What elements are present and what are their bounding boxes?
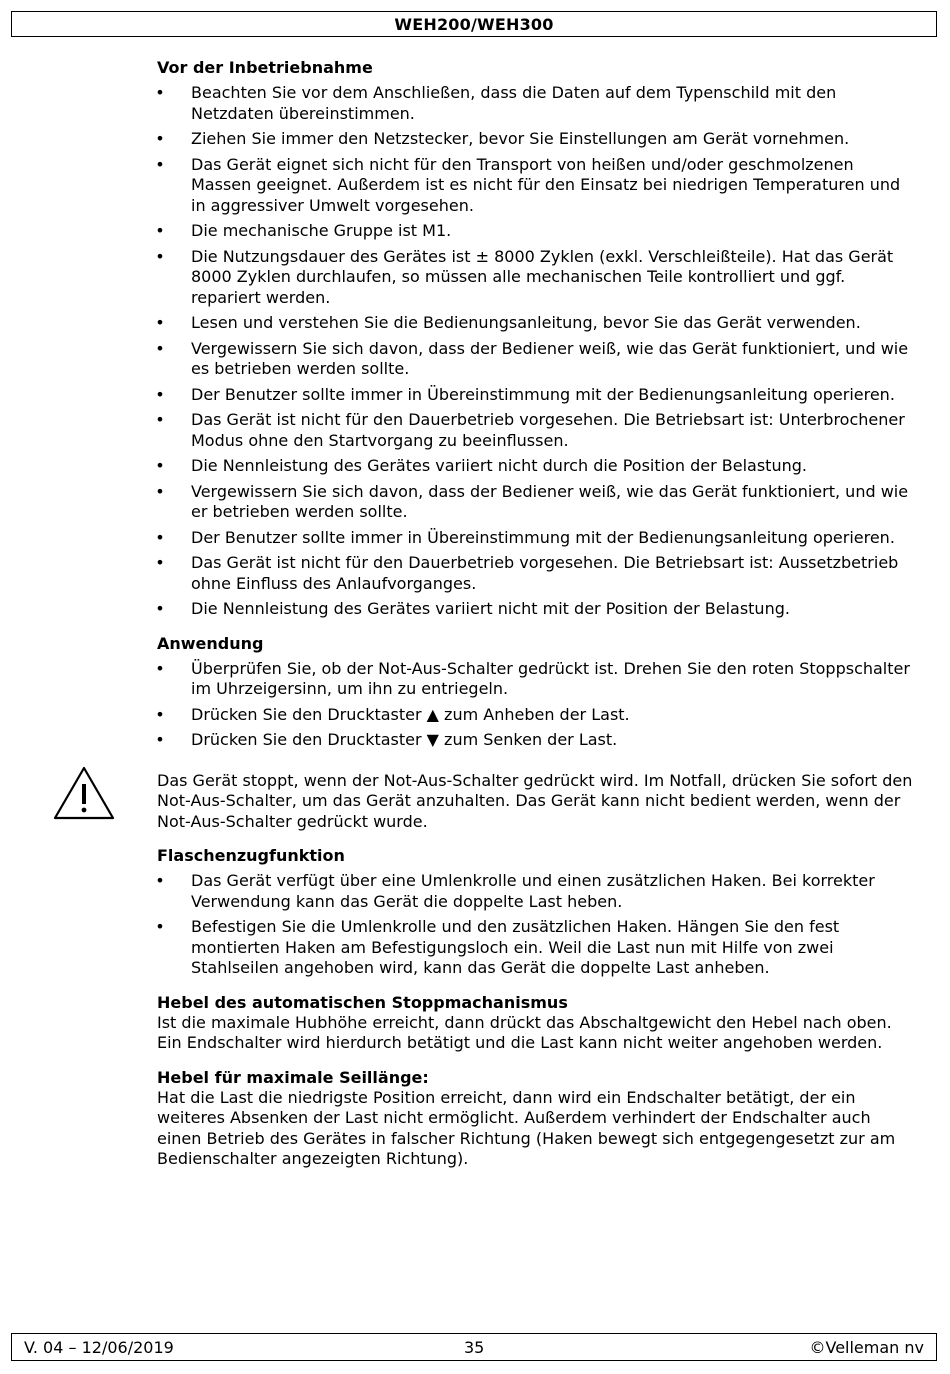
section-rope-length [157, 1068, 917, 1170]
warning-triangle-icon [52, 765, 116, 821]
page-content [157, 58, 917, 1184]
bullet-icon: • [155, 481, 165, 501]
warning-text: Das Gerät stoppt, wenn der Not-Aus-Schalter gedrückt wird. Im Notfall, drücken Sie sofort den Not-Aus-Schalter, um das Gerät anzuhalten. Das Gerät kann nicht bedient werden, wenn der Not-Aus-Schalter gedrückt wurde. [157, 770, 913, 831]
list-item: • Das Gerät eignet sich nicht für den Transport von heißen und/oder geschmolzenen Massen geeignet. Außerdem ist es nicht für den Einsatz bei niedrigen Temperaturen und in aggressiver Umwelt vorgesehen. [157, 155, 917, 217]
bullet-icon: • [155, 384, 165, 404]
bullet-icon: • [155, 410, 165, 429]
list-item: • Befestigen Sie die Umlenkrolle und den zusätzlichen Haken. Hängen Sie den fest montierten Haken am Befestigungsloch ein. Weil die Last nun mit Hilfe von zwei Stahlseilen angehoben wird, kann das Gerät die doppelte Last anheben. [157, 917, 917, 979]
list-item: • Lesen und verstehen Sie die Bedienungsanleitung, bevor Sie das Gerät verwenden. [157, 313, 917, 334]
section-pulley [157, 846, 917, 979]
bullet-icon: • [155, 527, 165, 547]
page-number: 35 [464, 1338, 485, 1357]
section-before-use [157, 58, 917, 620]
bullet-icon: • [155, 917, 165, 936]
section-auto-stop [157, 993, 917, 1054]
list-item: • Die Nutzungsdauer des Gerätes ist ± 8000 Zyklen (exkl. Verschleißteile). Hat das Gerät 8000 Zyklen durchlaufen, so müssen alle mechanischen Teile kontrolliert und ggf. repariert werden. [157, 247, 917, 309]
list-item: • Überprüfen Sie, ob der Not-Aus-Schalter gedrückt ist. Drehen Sie den roten Stoppschalter im Uhrzeigersinn, um ihn zu entriegeln. [157, 659, 917, 700]
list-item: • Vergewissern Sie sich davon, dass der Bediener weiß, wie das Gerät funktioniert, und wie es betrieben werden sollte. [157, 339, 917, 380]
bullet-icon: • [155, 154, 165, 174]
paragraph: Hat die Last die niedrigste Position erreicht, dann wird ein Endschalter betätigt, der ein weiteres Absenken der Last nicht ermöglicht. Außerdem verhindert der Endschalter auch einen Betrieb des Gerätes in falscher Richtung (Haken bewegt sich entgegengesetzt zur am Bedienschalter angezeigten Richtung). [157, 1087, 896, 1168]
bullet-icon: • [155, 599, 165, 618]
list-item: • Das Gerät ist nicht für den Dauerbetrieb vorgesehen. Die Betriebsart ist: Unterbrochener Modus ohne den Startvorgang zu beeinflussen. [157, 410, 917, 451]
bullet-icon: • [155, 871, 165, 890]
bullet-icon: • [155, 83, 165, 102]
bullet-icon: • [155, 456, 165, 475]
bullet-icon: • [155, 553, 165, 572]
copyright: ©Velleman nv [809, 1338, 924, 1357]
bullet-list [157, 83, 917, 620]
document-title: WEH200/WEH300 [394, 14, 554, 34]
bullet-list [157, 871, 917, 979]
bullet-icon: • [155, 221, 165, 240]
bullet-icon: • [155, 730, 165, 749]
list-item: • Die Nennleistung des Gerätes variiert nicht mit der Position der Belastung. [157, 599, 917, 620]
section-heading: Flaschenzugfunktion [157, 846, 345, 865]
bullet-icon: • [155, 704, 165, 724]
section-heading: Hebel für maximale Seillänge: [157, 1067, 429, 1087]
list-item: • Drücken Sie den Drucktaster ▲ zum Anheben der Last. [157, 705, 917, 726]
paragraph: Ist die maximale Hubhöhe erreicht, dann drückt das Abschaltgewicht den Hebel nach oben. Ein Endschalter wird hierdurch betätigt und die Last kann nicht weiter angehoben werden. [157, 1012, 892, 1052]
list-item: • Das Gerät verfügt über eine Umlenkrolle und einen zusätzlichen Haken. Bei korrekter Verwendung kann das Gerät die doppelte Last heben. [157, 871, 917, 912]
bullet-icon: • [155, 246, 165, 266]
bullet-icon: • [155, 338, 165, 358]
version-date: V. 04 – 12/06/2019 [24, 1338, 174, 1357]
page-header [11, 11, 937, 37]
list-item: • Vergewissern Sie sich davon, dass der Bediener weiß, wie das Gerät funktioniert, und wie er betrieben werden sollte. [157, 482, 917, 523]
list-item: • Die mechanische Gruppe ist M1. [157, 221, 917, 242]
section-usage [157, 634, 917, 751]
page-footer [11, 1333, 937, 1361]
list-item: • Der Benutzer sollte immer in Übereinstimmung mit der Bedienungsanleitung operieren. [157, 385, 917, 406]
section-heading: Anwendung [157, 633, 264, 653]
list-item: • Ziehen Sie immer den Netzstecker, bevor Sie Einstellungen am Gerät vornehmen. [157, 129, 917, 150]
bullet-icon: • [155, 129, 165, 148]
list-item: • Drücken Sie den Drucktaster ▼ zum Senken der Last. [157, 730, 917, 751]
bullet-icon: • [155, 313, 165, 332]
section-heading: Vor der Inbetriebnahme [157, 58, 373, 77]
bullet-list [157, 659, 917, 751]
warning-block [157, 771, 917, 833]
list-item: • Die Nennleistung des Gerätes variiert nicht durch die Position der Belastung. [157, 456, 917, 477]
list-item: • Der Benutzer sollte immer in Übereinstimmung mit der Bedienungsanleitung operieren. [157, 528, 917, 549]
bullet-icon: • [155, 658, 165, 678]
list-item: • Das Gerät ist nicht für den Dauerbetrieb vorgesehen. Die Betriebsart ist: Aussetzbetrieb ohne Einfluss des Anlaufvorganges. [157, 553, 917, 594]
section-heading: Hebel des automatischen Stoppmachanismus [157, 992, 568, 1012]
list-item: • Beachten Sie vor dem Anschließen, dass die Daten auf dem Typenschild mit den Netzdaten übereinstimmen. [157, 83, 917, 124]
